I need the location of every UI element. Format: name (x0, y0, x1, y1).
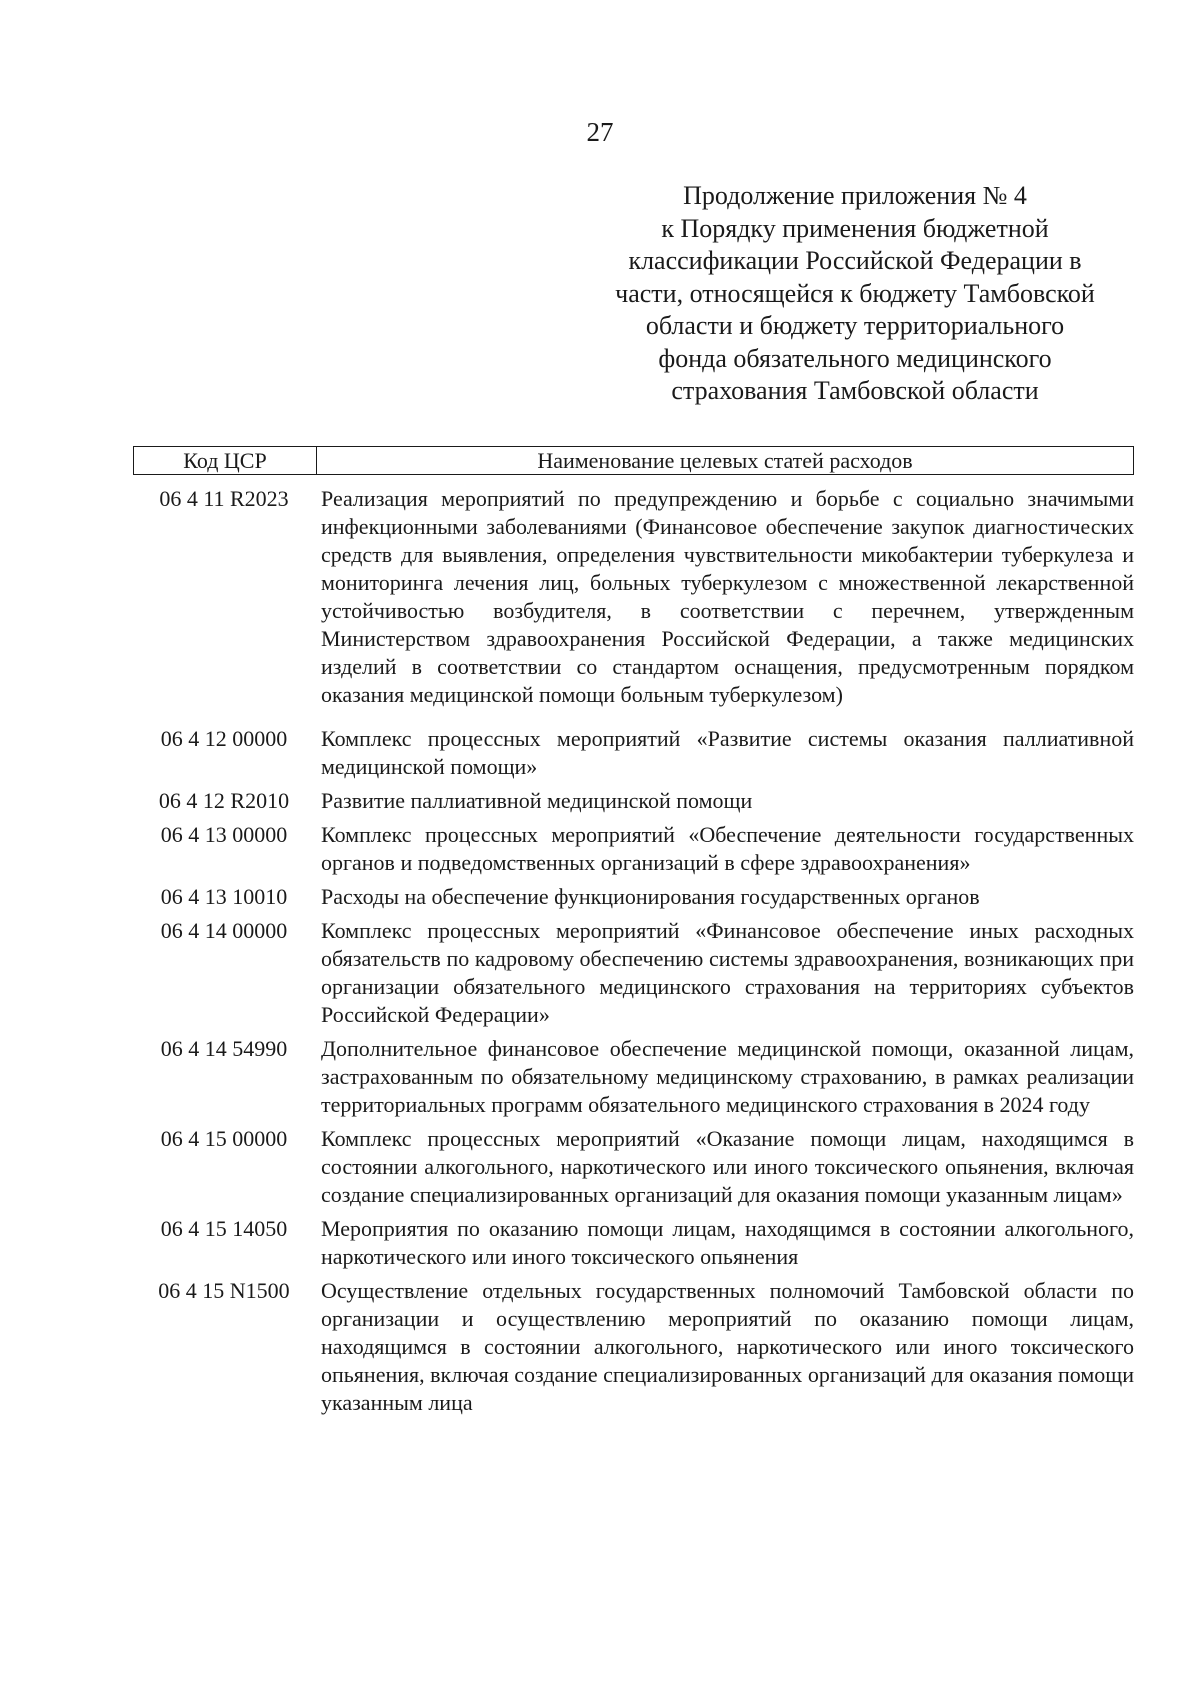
table-row (133, 1125, 1134, 1209)
header-line: Продолжение приложения № 4 (683, 181, 1027, 210)
row-name: Осуществление отдельных государственных полномочий Тамбовской области по организации и осуществлению мероприятий по оказанию помощи лицам, находящимся в состоянии алкогольного, наркотического или иного токсического опьянения, включая создание специализированных организаций для оказания помощи указанным лица (321, 1278, 1134, 1415)
row-name: Комплекс процессных мероприятий «Финансовое обеспечение иных расходных обязательств по кадровому обеспечению системы здравоохранения, возникающих при организации обязательного медицинского страхования на территориях субъектов Российской Федерации» (321, 918, 1134, 1027)
table-row (133, 1215, 1134, 1271)
row-code: 06 4 15 00000 (160, 1126, 288, 1151)
table-row (133, 485, 1134, 709)
header-line: классификации Российской Федерации в (628, 246, 1082, 275)
row-name: Комплекс процессных мероприятий «Развитие системы оказания паллиативной медицинской помощи» (321, 726, 1134, 779)
row-name: Комплекс процессных мероприятий «Обеспечение деятельности государственных органов и подведомственных организаций в сфере здравоохранения» (321, 822, 1134, 875)
header-line: области и бюджету территориального (645, 311, 1065, 340)
row-name: Развитие паллиативной медицинской помощи (321, 788, 753, 813)
row-name: Реализация мероприятий по предупреждению и борьбе с социально значимыми инфекционными заболеваниями (Финансовое обеспечение закупок диагностических средств для выявления, определения чувствительности микобактерии туберкулеза и мониторинга лечения лиц, больных туберкулезом с множественной лекарственной устойчивостью возбудителя, в соответствии с перечнем, утвержденным Министерством здравоохранения Российской Федерации, а также медицинских изделий в соответствии со стандартом оснащения, предусмотренным порядком оказания медицинской помощи больным туберкулезом) (321, 486, 1134, 707)
row-code: 06 4 15 14050 (160, 1216, 288, 1241)
table-row (133, 787, 1134, 815)
column-header-name: Наименование целевых статей расходов (537, 448, 913, 473)
table-row (133, 1035, 1134, 1119)
table-header (133, 446, 1134, 475)
header-line: к Порядку применения бюджетной (661, 213, 1049, 243)
table-row (133, 917, 1134, 1029)
appendix-header (590, 180, 1120, 408)
row-name: Расходы на обеспечение функционирования государственных органов (321, 884, 980, 909)
table-row (133, 883, 1134, 911)
row-code: 06 4 13 10010 (160, 884, 288, 909)
row-code: 06 4 12 R2010 (158, 788, 290, 813)
row-name: Мероприятия по оказанию помощи лицам, находящимся в состоянии алкогольного, наркотического или иного токсического опьянения (321, 1216, 1134, 1269)
row-code: 06 4 14 00000 (160, 918, 288, 943)
header-line: фонда обязательного медицинского (658, 343, 1052, 373)
column-header-code: Код ЦСР (134, 447, 317, 474)
row-code: 06 4 12 00000 (160, 726, 288, 751)
page-number: 27 (586, 117, 614, 147)
header-line: части, относящейся к бюджету Тамбовской (615, 278, 1095, 308)
row-name: Дополнительное финансовое обеспечение медицинской помощи, оказанной лицам, застрахованным по обязательному медицинскому страхованию, в рамках реализации территориальных программ обязательного медицинского страхования в 2024 году (321, 1036, 1134, 1117)
row-code: 06 4 13 00000 (160, 822, 288, 847)
header-line: страхования Тамбовской области (671, 376, 1039, 405)
table-row (133, 725, 1134, 781)
table-body (133, 485, 1134, 1417)
row-code: 06 4 14 54990 (160, 1036, 288, 1061)
row-name: Комплекс процессных мероприятий «Оказание помощи лицам, находящимся в состоянии алкогольного, наркотического или иного токсического опьянения, включая создание специализированных организаций для оказания помощи указанным лицам» (321, 1126, 1134, 1207)
table-row (133, 1277, 1134, 1417)
row-code: 06 4 11 R2023 (159, 486, 289, 511)
row-code: 06 4 15 N1500 (158, 1278, 290, 1303)
table-row (133, 821, 1134, 877)
